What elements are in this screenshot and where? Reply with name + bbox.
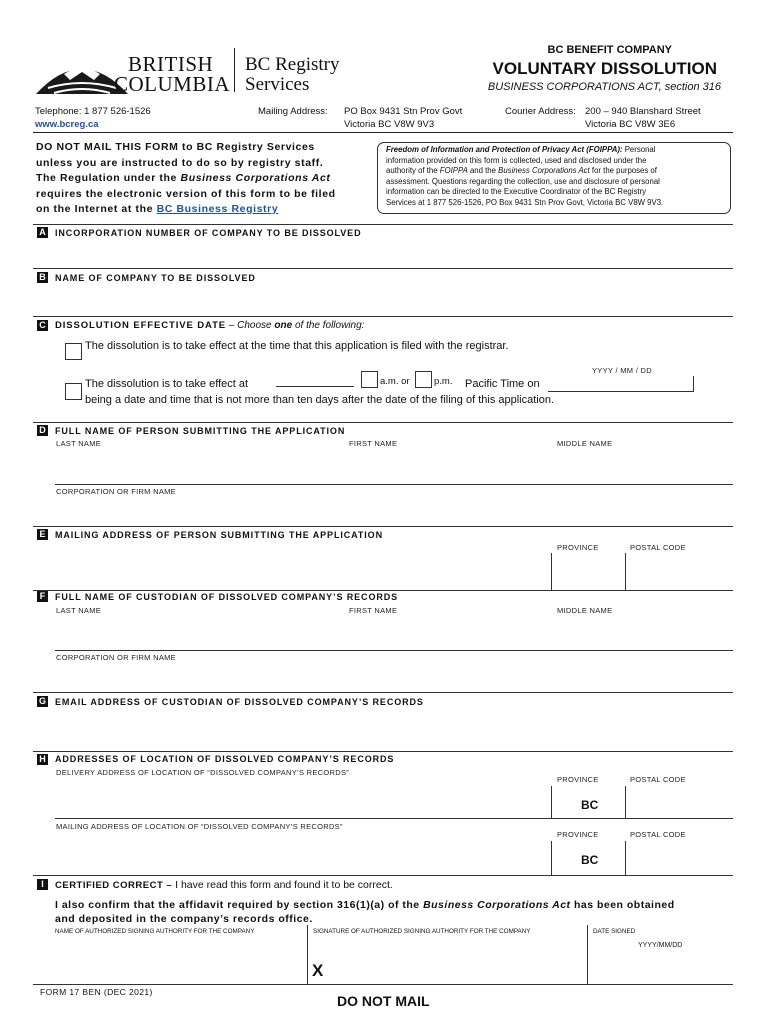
signing-authority-name-input[interactable] — [55, 938, 305, 982]
section-b-top-rule — [33, 268, 733, 269]
notice-line5-text: on the Internet at the — [36, 203, 157, 215]
h-province-label-1: PROVINCE — [557, 775, 599, 784]
custodian-name-input[interactable] — [55, 616, 733, 646]
f-corp-label: CORPORATION OR FIRM NAME — [56, 653, 176, 662]
i-date-label: DATE SIGNED — [593, 928, 636, 935]
bc-business-registry-link[interactable]: BC Business Registry — [156, 203, 279, 215]
submitter-province-input[interactable] — [552, 553, 624, 589]
d-last-name-label: LAST NAME — [56, 439, 102, 448]
f-last-name-label: LAST NAME — [56, 606, 102, 615]
submitter-name-input[interactable] — [55, 449, 733, 477]
section-f-top-rule — [33, 590, 733, 591]
option-on-filing-checkbox[interactable] — [65, 343, 82, 360]
affidavit-act: Business Corporations Act — [423, 899, 571, 911]
foippa-line1-rest: Personal — [622, 145, 656, 154]
section-c-instr-b: one — [274, 320, 293, 331]
notice-line1: DO NOT MAIL THIS FORM to BC Registry Services — [36, 141, 315, 153]
i-signature-label: SIGNATURE OF AUTHORIZED SIGNING AUTHORITY FOR THE COMPANY — [313, 928, 531, 935]
e-province-label: PROVINCE — [557, 543, 599, 552]
section-c-letter: C — [37, 320, 48, 331]
registry-line2: Services — [245, 74, 310, 95]
f-name-rule — [55, 650, 733, 651]
delivery-address-input[interactable] — [55, 778, 550, 816]
affidavit-line1 — [55, 898, 675, 912]
section-c-instr-c: of the following: — [292, 320, 365, 331]
am-checkbox[interactable] — [361, 371, 378, 388]
i-date-format: YYYY/MM/DD — [638, 942, 683, 949]
notice-line5 — [36, 202, 376, 218]
date-signed-input[interactable] — [589, 952, 731, 982]
foippa-notice — [377, 142, 731, 214]
section-i-letter: I — [37, 879, 48, 890]
section-h-letter: H — [37, 754, 48, 765]
d-middle-name-label: MIDDLE NAME — [557, 439, 613, 448]
foippa-l3d: Business Corporations Act — [498, 166, 590, 175]
logo-divider — [234, 48, 235, 92]
option-future-date-tail: being a date and time that is not more than ten days after the date of the filing of this application. — [85, 394, 555, 406]
option-future-date-checkbox[interactable] — [65, 383, 82, 400]
section-g-letter: G — [38, 696, 46, 706]
section-e-letter: E — [37, 529, 48, 540]
mailing-postal-input[interactable] — [626, 841, 732, 874]
website-link[interactable]: www.bcreg.ca — [35, 119, 99, 130]
affidavit-text-a: I also confirm that the affidavit required by section 316(1)(a) of the — [55, 899, 424, 911]
am-label: a.m. or — [380, 376, 410, 387]
section-e-title: MAILING ADDRESS OF PERSON SUBMITTING THE APPLICATION — [55, 530, 383, 540]
foippa-line1 — [386, 145, 722, 156]
section-b-title: NAME OF COMPANY TO BE DISSOLVED — [55, 273, 256, 283]
form-title: VOLUNTARY DISSOLUTION — [492, 59, 717, 78]
foippa-line3 — [386, 166, 722, 177]
section-i-top-rule — [33, 875, 733, 876]
courier-line1: 200 – 940 Blanshard Street — [585, 106, 701, 117]
i-name-label: NAME OF AUTHORIZED SIGNING AUTHORITY FOR THE COMPANY — [55, 928, 255, 935]
section-i-title-rest: I have read this form and found it to be correct. — [172, 879, 393, 891]
section-c-title: DISSOLUTION EFFECTIVE DATE — [55, 320, 227, 331]
foippa-line4: assessment. Questions regarding the collection, use and disclosure of personal — [386, 176, 660, 186]
company-name-input[interactable] — [55, 286, 733, 314]
section-f-title: FULL NAME OF CUSTODIAN OF DISSOLVED COMPANY’S RECORDS — [55, 592, 399, 602]
h-postal-label-1: POSTAL CODE — [630, 775, 686, 784]
notice-act-name: Business Corporations Act — [180, 172, 331, 184]
act-reference: BUSINESS CORPORATIONS ACT, section 316 — [487, 81, 721, 93]
section-d-title: FULL NAME OF PERSON SUBMITTING THE APPLICATION — [55, 426, 346, 436]
section-d-letter: D — [37, 425, 48, 436]
section-g-title: EMAIL ADDRESS OF CUSTODIAN OF DISSOLVED COMPANY’S RECORDS — [55, 697, 424, 707]
logo-columbia: COLUMBIA — [114, 72, 231, 96]
section-g-top-rule — [33, 692, 733, 693]
company-type: BC BENEFIT COMPANY — [547, 44, 672, 56]
section-h-title: ADDRESSES OF LOCATION OF DISSOLVED COMPANY’S RECORDS — [55, 754, 395, 764]
foippa-line5: information can be directed to the Executive Coordinator of the BC Registry — [386, 187, 647, 196]
section-i-heading — [55, 879, 393, 891]
i-date-divider — [587, 925, 588, 985]
mailing-line1: PO Box 9431 Stn Prov Govt — [344, 106, 463, 117]
do-not-mail-footer: DO NOT MAIL — [337, 993, 430, 1009]
affidavit-confirmation — [55, 898, 675, 926]
delivery-province-value: BC — [581, 798, 599, 812]
notice-line3-text: The Regulation under the — [36, 172, 181, 184]
submitter-corp-input[interactable] — [55, 497, 733, 517]
mailing-line2: Victoria BC V8W 9V3 — [344, 119, 435, 130]
section-c-top-rule — [33, 316, 733, 317]
pm-label: p.m. — [434, 376, 453, 387]
pm-checkbox[interactable] — [415, 371, 432, 388]
notice-line3 — [36, 171, 376, 187]
d-name-rule — [55, 484, 733, 485]
section-h-top-rule — [33, 751, 733, 752]
foippa-l3c: and the — [467, 166, 499, 175]
logo-british: BRITISH — [128, 52, 214, 76]
section-f-letter: F — [37, 591, 48, 602]
effective-date-input[interactable] — [548, 376, 694, 392]
foippa-l3a: authority of the — [386, 166, 440, 175]
h-province-divider-2 — [551, 841, 552, 875]
h-postal-label-2: POSTAL CODE — [630, 830, 686, 839]
f-first-name-label: FIRST NAME — [349, 606, 398, 615]
notice-line2: unless you are instructed to do so by registry staff. — [36, 156, 324, 169]
option-future-date-text: The dissolution is to take effect at — [85, 378, 249, 390]
d-corp-label: CORPORATION OR FIRM NAME — [56, 487, 176, 496]
section-a-title: INCORPORATION NUMBER OF COMPANY TO BE DISSOLVED — [55, 228, 362, 238]
delivery-postal-input[interactable] — [626, 786, 732, 817]
section-c-instr-a: Choose — [237, 320, 275, 331]
signature-field[interactable] — [309, 938, 585, 982]
h-delivery-label: DELIVERY ADDRESS OF LOCATION OF “DISSOLVED COMPANY’S RECORDS” — [56, 768, 350, 777]
foippa-line2: information provided on this form is collected, used and disclosed under the — [386, 155, 647, 165]
custodian-corp-input[interactable] — [55, 663, 733, 685]
h-delivery-rule — [55, 818, 733, 819]
foippa-l3e: for the purposes of — [589, 166, 657, 175]
mailing-province-value: BC — [581, 853, 599, 867]
e-postal-label: POSTAL CODE — [630, 543, 686, 552]
date-format-label: YYYY / MM / DD — [592, 366, 652, 375]
mailing-label: Mailing Address: — [258, 106, 328, 117]
section-i-title: CERTIFIED CORRECT – — [55, 880, 173, 891]
effective-time-input[interactable] — [276, 374, 354, 387]
section-c-heading — [55, 320, 364, 331]
courier-label: Courier Address: — [505, 106, 576, 117]
foippa-l3b: FOIPPA — [439, 166, 468, 175]
d-first-name-label: FIRST NAME — [349, 439, 398, 448]
affidavit-text-c: has been obtained — [570, 899, 675, 911]
h-mailing-label: MAILING ADDRESS OF LOCATION OF “DISSOLVED COMPANY’S RECORDS” — [56, 822, 343, 831]
header-rule — [33, 132, 733, 133]
section-e-top-rule — [33, 526, 733, 527]
section-c-dash: – — [226, 320, 238, 331]
submitter-address-input[interactable] — [55, 545, 550, 589]
foippa-line6: Services at 1 877 526-1526, PO Box 9431 Stn Prov Govt, Victoria BC V8W 9V3. — [386, 197, 664, 207]
h-province-label-2: PROVINCE — [557, 830, 599, 839]
registry-line1: BC Registry — [245, 54, 340, 75]
custodian-email-input[interactable] — [55, 712, 733, 748]
submitter-postal-input[interactable] — [626, 553, 732, 589]
i-signature-divider — [307, 925, 308, 985]
telephone: Telephone: 1 877 526-1526 — [35, 106, 151, 117]
section-d-top-rule — [33, 422, 733, 423]
h-province-divider-1 — [551, 786, 552, 818]
courier-line2: Victoria BC V8W 3E6 — [585, 119, 676, 130]
notice-line4: requires the electronic version of this form to be filed — [36, 187, 336, 200]
mailing-address-input[interactable] — [55, 832, 550, 872]
do-not-mail-notice — [36, 140, 376, 218]
incorporation-number-input[interactable] — [55, 240, 733, 268]
f-middle-name-label: MIDDLE NAME — [557, 606, 613, 615]
form-id: FORM 17 BEN (DEC 2021) — [40, 987, 153, 997]
section-b-letter: B — [37, 272, 48, 283]
option-on-filing-text: The dissolution is to take effect at the time that this application is filed with the registrar. — [85, 340, 509, 352]
pacific-time-label: Pacific Time on — [465, 378, 540, 390]
section-i-bottom-rule — [33, 984, 733, 985]
section-a-top-rule — [33, 224, 733, 225]
section-a-letter: A — [37, 227, 48, 238]
signature-x-mark: X — [312, 961, 324, 980]
affidavit-line2: and deposited in the company’s records office. — [55, 913, 313, 925]
foippa-title: Freedom of Information and Protection of Privacy Act (FOIPPA): — [386, 145, 623, 154]
